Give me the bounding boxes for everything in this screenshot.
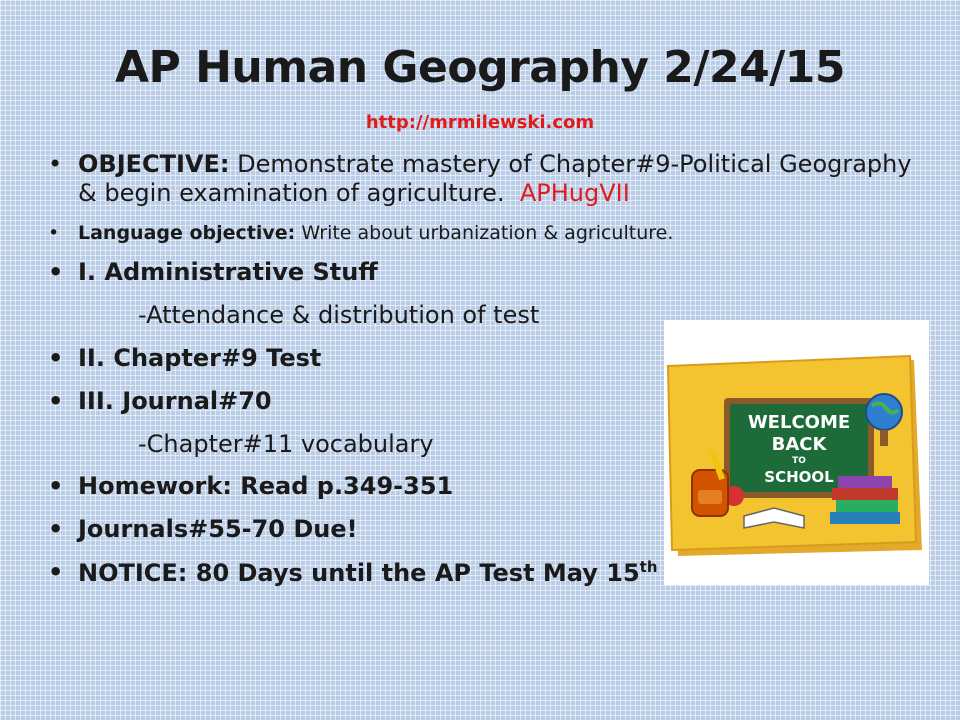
globe-stand-shape [880, 430, 888, 446]
to-text: TO [792, 456, 806, 466]
objective-label: OBJECTIVE: [78, 150, 230, 178]
language-label: Language objective: [78, 221, 296, 244]
admin-subitem: -Attendance & distribution of test [138, 301, 540, 330]
notice-text: NOTICE: 80 Days until the AP Test May 15 [78, 558, 640, 587]
welcome-text: WELCOME [747, 412, 851, 433]
objective-item [48, 150, 928, 208]
page-title: AP Human Geography 2/24/15 [114, 42, 846, 93]
book-green-shape [836, 500, 898, 512]
notice-superscript: th [639, 557, 658, 576]
book-purple-shape [838, 476, 892, 488]
welcome-card-illustration [664, 320, 929, 585]
objective-code: APHugVII [519, 178, 630, 207]
admin-item: • I. Administrative Stuff [48, 258, 928, 287]
journal-subitem: -Chapter#11 vocabulary [138, 429, 434, 458]
homework-item: • Homework: Read p.349-351 [48, 472, 928, 501]
test-item: • II. Chapter#9 Test [48, 344, 928, 373]
back-text: BACK [771, 434, 827, 455]
language-objective-item [48, 222, 928, 245]
language-text: Write about urbanization & agriculture. [295, 221, 674, 244]
book-blue-shape [830, 512, 900, 524]
journal-item: • III. Journal#70 [48, 387, 928, 416]
book-red-shape [832, 488, 898, 500]
journals-due-item: • Journals#55-70 Due! [48, 515, 928, 544]
objective-text: Demonstrate mastery of Chapter#9-Political Geography & begin examination of agriculture. [78, 150, 912, 207]
welcome-back-image [664, 320, 929, 585]
backpack-pocket-shape [698, 490, 722, 504]
website-url[interactable]: http://mrmilewski.com [365, 112, 595, 133]
school-text: SCHOOL [764, 468, 834, 486]
